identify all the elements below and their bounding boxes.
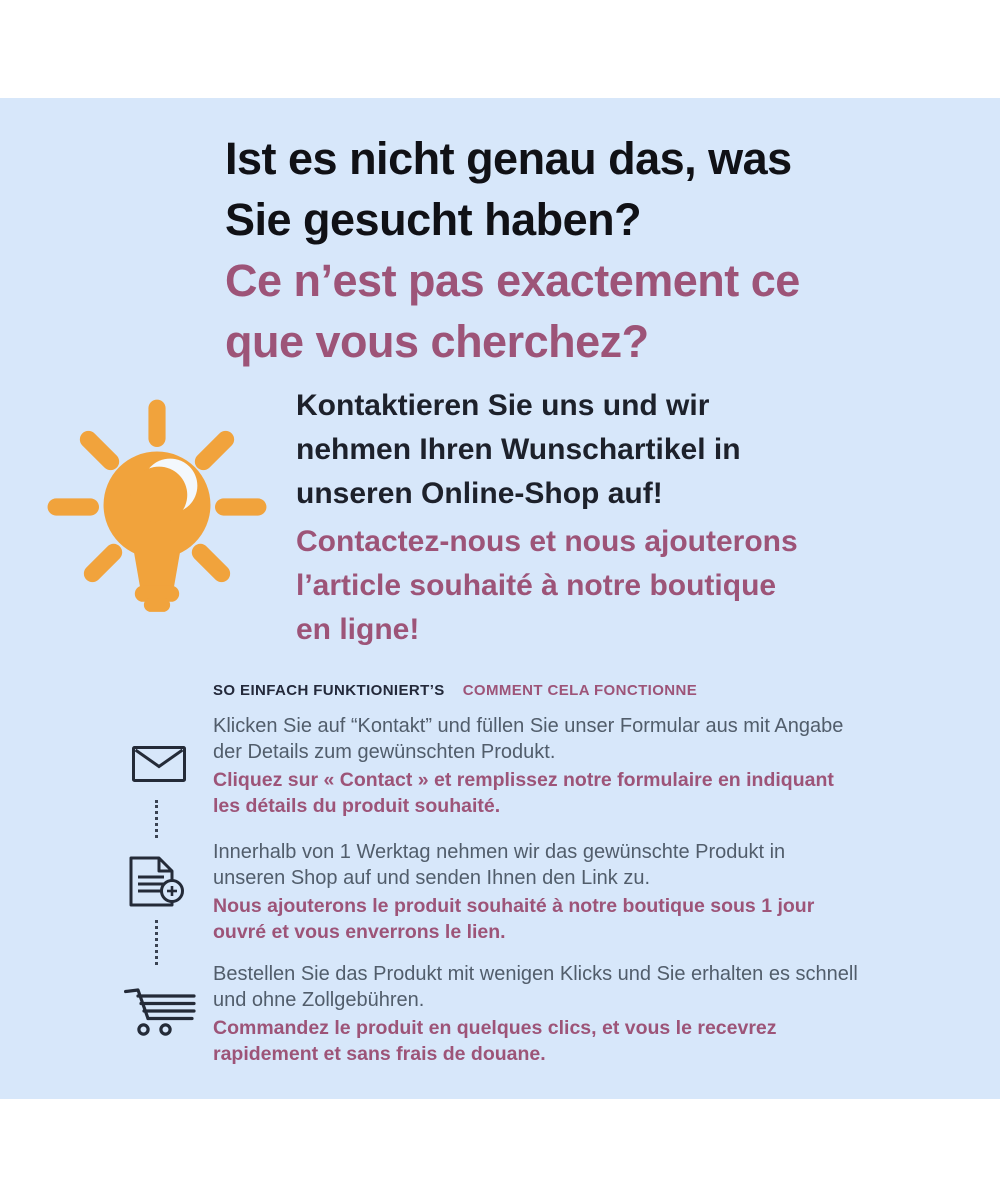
document-add-icon [128, 856, 184, 913]
dotted-connector [155, 920, 158, 965]
step-1-fr-line1: Cliquez sur « Contact » et remplissez notre formulaire en indiquant [213, 769, 834, 791]
how-it-works-heading [213, 682, 697, 699]
step-3-de-line2: und ohne Zollgebühren. [213, 988, 425, 1011]
step-1-de-line2: der Details zum gewünschten Produkt. [213, 740, 556, 763]
intro-fr-line1: Contactez-nous et nous ajouterons [296, 525, 798, 558]
step-1-fr-line2: les détails du produit souhaité. [213, 794, 501, 817]
step-3-de-line1: Bestellen Sie das Produkt mit wenigen Klicks und Sie erhalten es schnell [213, 963, 858, 985]
how-it-works-heading-de: SO EINFACH FUNKTIONIERT’S [213, 682, 445, 699]
hero-heading-de-line1: Ist es nicht genau das, was [225, 133, 792, 184]
hero-heading-fr-line1: Ce n’est pas exactement ce [225, 255, 800, 306]
step-3-fr-line2: rapidement et sans frais de douane. [213, 1042, 546, 1065]
step-2-fr-line2: ouvré et vous enverrons le lien. [213, 920, 506, 943]
intro-de-line1: Kontaktieren Sie uns und wir [296, 389, 710, 422]
shopping-cart-icon [124, 988, 196, 1041]
intro-fr-line2: l’article souhaité à notre boutique [296, 569, 777, 602]
lightbulb-icon [46, 392, 268, 624]
how-it-works-heading-fr: COMMENT CELA FONCTIONNE [462, 682, 698, 699]
step-3-text [213, 962, 973, 1067]
step-2-text [213, 840, 973, 945]
step-2-de-line2: unseren Shop auf und senden Ihnen den Link zu. [213, 866, 651, 889]
intro-fr-line3: en ligne! [296, 613, 420, 646]
intro-de-line2: nehmen Ihren Wunschartikel in [296, 433, 741, 466]
envelope-icon [132, 746, 186, 787]
step-2-de-line1: Innerhalb von 1 Werktag nehmen wir das gewünschte Produkt in [213, 841, 786, 863]
step-1-de-line1: Klicken Sie auf “Kontakt” und füllen Sie unser Formular aus mit Angabe [213, 715, 844, 737]
hero-heading-fr-line2: que vous cherchez? [225, 316, 649, 367]
step-3-fr-line1: Commandez le produit en quelques clics, et vous le recevrez [213, 1017, 777, 1039]
step-1-text [213, 714, 973, 819]
dotted-connector [155, 800, 158, 838]
hero-heading-de-line2: Sie gesucht haben? [225, 194, 642, 245]
step-2-fr-line1: Nous ajouterons le produit souhaité à notre boutique sous 1 jour [213, 895, 815, 917]
intro-paragraph [296, 384, 798, 652]
hero-heading [225, 128, 800, 372]
intro-de-line3: unseren Online-Shop auf! [296, 477, 663, 510]
